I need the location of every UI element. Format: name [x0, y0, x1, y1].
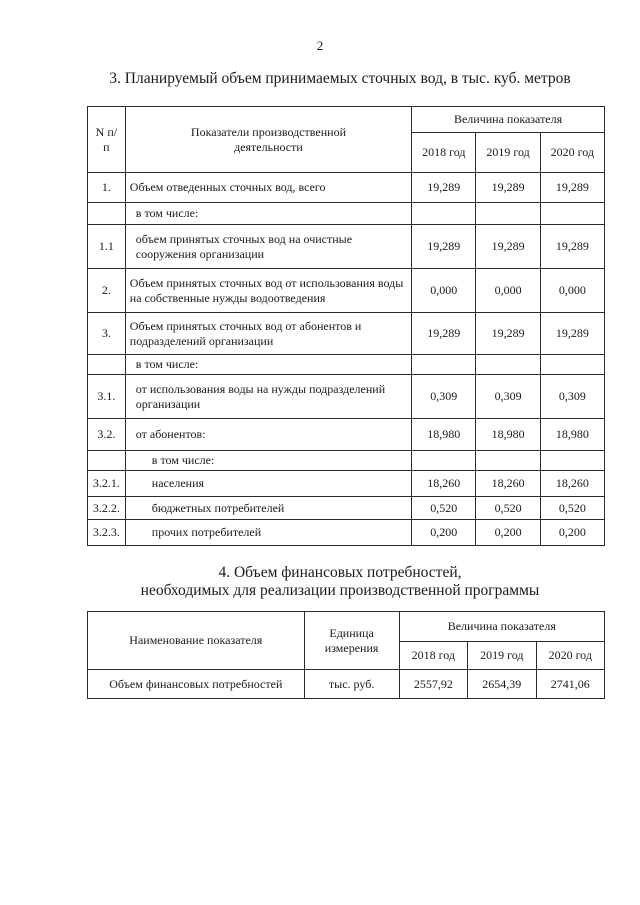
header-year-2019: 2019 год [468, 642, 536, 670]
row-label: в том числе: [125, 355, 411, 375]
table-row [88, 497, 605, 520]
table-row [88, 355, 605, 375]
table1-title: 3. Планируемый объем принимаемых сточных вод, в тыс. куб. метров [109, 70, 571, 87]
row-value-2020: 2741,06 [536, 670, 604, 699]
header-value-group: Величина показателя [412, 107, 605, 133]
row-value: 0,309 [412, 375, 476, 419]
header-num: N п/п [88, 107, 126, 173]
row-value: 19,289 [412, 225, 476, 269]
row-label: бюджетных потребителей [125, 497, 411, 520]
row-value: 19,289 [476, 225, 540, 269]
row-value: 19,289 [476, 173, 540, 203]
table-row [88, 375, 605, 419]
row-value: 0,309 [540, 375, 604, 419]
table-row [88, 203, 605, 225]
row-value [540, 355, 604, 375]
row-value: 18,980 [412, 419, 476, 451]
header-year-2018: 2018 год [412, 133, 476, 173]
row-value [412, 451, 476, 471]
row-num: 1.1 [88, 225, 126, 269]
row-num: 1. [88, 173, 126, 203]
row-label: населения [125, 471, 411, 497]
row-value: 0,000 [540, 269, 604, 313]
row-value: 18,260 [476, 471, 540, 497]
row-label: от использования воды на нужды подразделений организации [125, 375, 411, 419]
row-value [476, 203, 540, 225]
row-value: 18,980 [540, 419, 604, 451]
row-label: Объем принятых сточных вод от абонентов и подразделений организации [125, 313, 411, 355]
page-number: 2 [316, 38, 324, 53]
table2-title-line2: необходимых для реализации производственной программы [140, 582, 540, 599]
row-value: 0,520 [540, 497, 604, 520]
row-value: 0,200 [476, 520, 540, 546]
header-value-group: Величина показателя [399, 612, 604, 642]
row-value: 0,200 [540, 520, 604, 546]
row-value: 0,520 [476, 497, 540, 520]
financial-needs-table [87, 611, 605, 699]
row-label: в том числе: [125, 203, 411, 225]
row-value: 0,000 [476, 269, 540, 313]
row-value [540, 203, 604, 225]
table-row [88, 419, 605, 451]
header-year-2019: 2019 год [476, 133, 540, 173]
row-label: от абонентов: [125, 419, 411, 451]
row-num [88, 203, 126, 225]
row-num: 3.2.2. [88, 497, 126, 520]
row-value [412, 203, 476, 225]
row-value: 0,200 [412, 520, 476, 546]
row-num: 2. [88, 269, 126, 313]
table-row [88, 225, 605, 269]
row-value: 18,260 [540, 471, 604, 497]
row-value [476, 451, 540, 471]
row-num: 3.1. [88, 375, 126, 419]
row-value: 18,980 [476, 419, 540, 451]
row-label: Объем принятых сточных вод от использования воды на собственные нужды водоотведения [125, 269, 411, 313]
table1-body [88, 173, 605, 546]
table-row [88, 520, 605, 546]
row-num: 3.2.3. [88, 520, 126, 546]
table-row [88, 451, 605, 471]
row-value: 19,289 [476, 313, 540, 355]
row-value [540, 451, 604, 471]
wastewater-volume-table [87, 106, 605, 546]
row-value: 19,289 [540, 313, 604, 355]
row-label: прочих потребителей [125, 520, 411, 546]
row-value: 19,289 [540, 225, 604, 269]
row-num [88, 355, 126, 375]
header-year-2020: 2020 год [536, 642, 604, 670]
row-value: 18,260 [412, 471, 476, 497]
row-value: 19,289 [540, 173, 604, 203]
row-label: объем принятых сточных вод на очистные сооружения организации [125, 225, 411, 269]
row-num: 3.2. [88, 419, 126, 451]
row-label: в том числе: [125, 451, 411, 471]
row-value-2019: 2654,39 [468, 670, 536, 699]
row-value: 0,000 [412, 269, 476, 313]
row-value: 19,289 [412, 313, 476, 355]
header-year-2018: 2018 год [399, 642, 467, 670]
header-name: Наименование показателя [88, 612, 305, 670]
table-row [88, 313, 605, 355]
row-num: 3.2.1. [88, 471, 126, 497]
row-value: 0,520 [412, 497, 476, 520]
row-num [88, 451, 126, 471]
header-unit: Единица измерения [304, 612, 399, 670]
row-num: 3. [88, 313, 126, 355]
table-row [88, 269, 605, 313]
row-label: Объем отведенных сточных вод, всего [125, 173, 411, 203]
row-value: 0,309 [476, 375, 540, 419]
header-year-2020: 2020 год [540, 133, 604, 173]
header-indicator: Показатели производственной деятельности [125, 107, 411, 173]
row-value-2018: 2557,92 [399, 670, 467, 699]
row-value: 19,289 [412, 173, 476, 203]
table-row [88, 670, 605, 699]
row-unit: тыс. руб. [304, 670, 399, 699]
table2-title [0, 564, 640, 600]
row-name: Объем финансовых потребностей [88, 670, 305, 699]
table2-title-line1: 4. Объем финансовых потребностей, [218, 564, 462, 581]
table-row [88, 471, 605, 497]
row-value [476, 355, 540, 375]
row-value [412, 355, 476, 375]
table-row [88, 173, 605, 203]
